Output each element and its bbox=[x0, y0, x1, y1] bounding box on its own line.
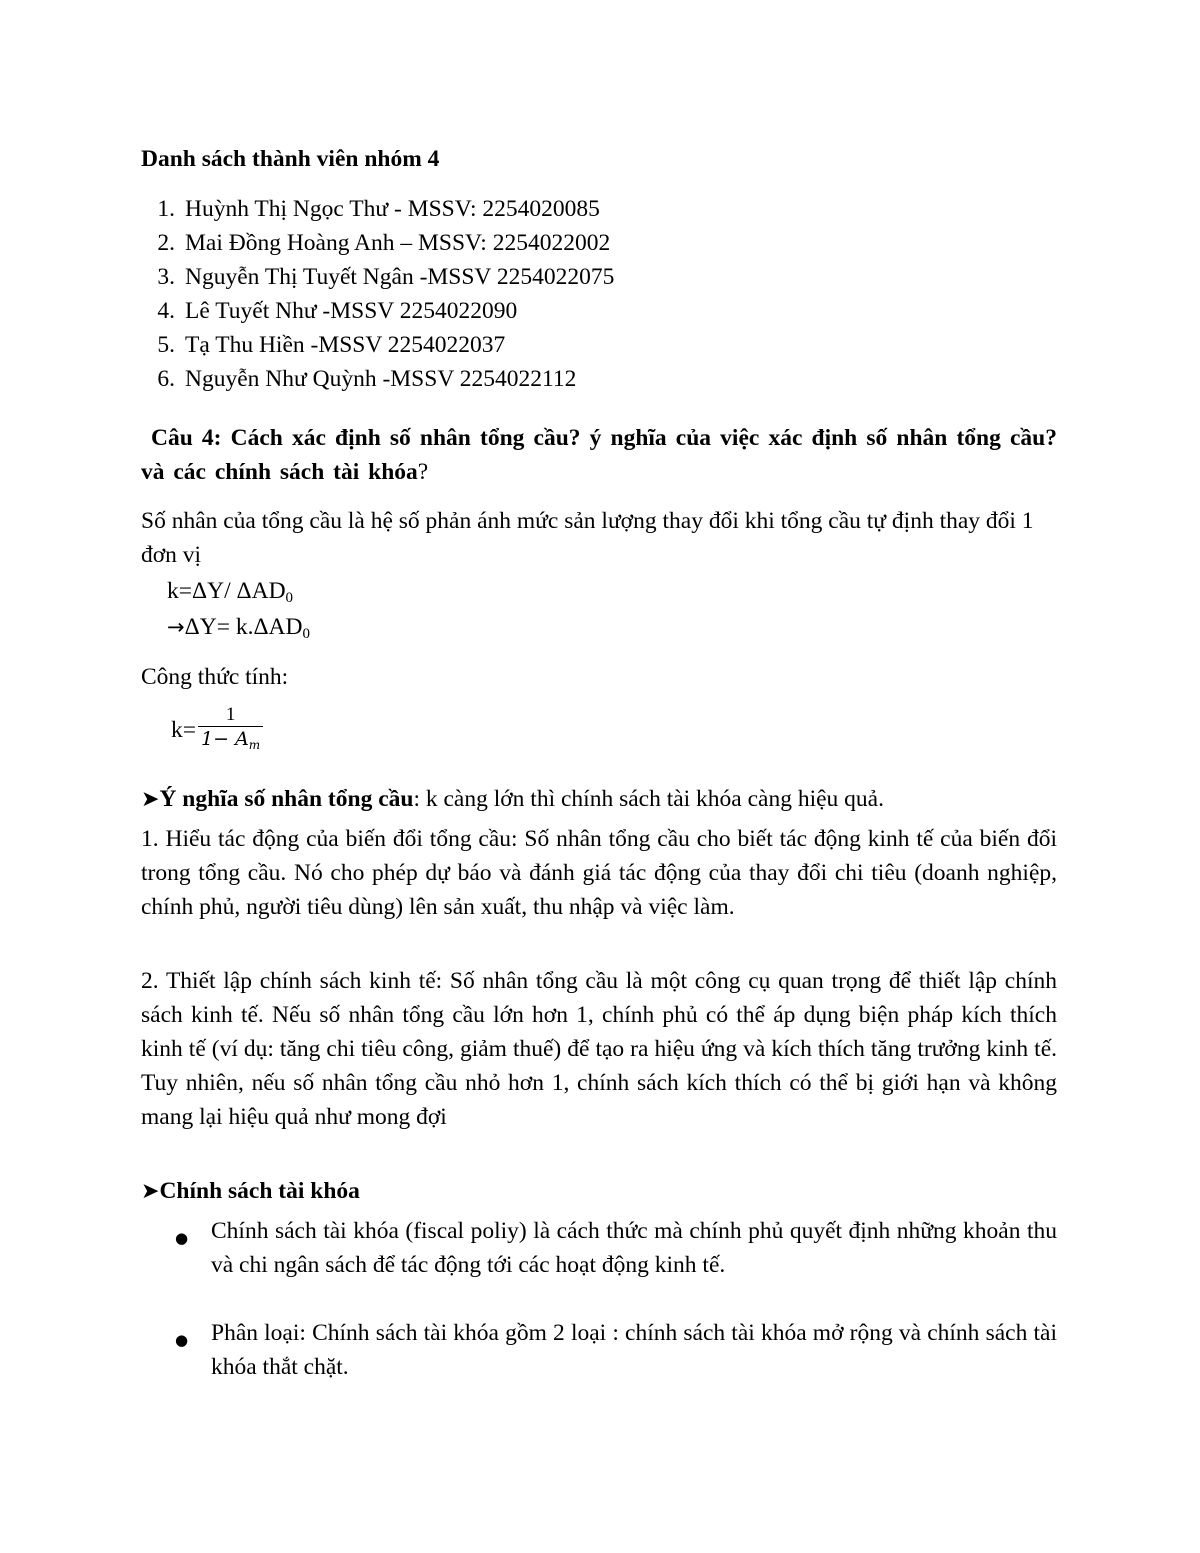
arrowhead-bullet-icon: ➤ bbox=[141, 1179, 160, 1204]
bullet-dot-icon: ● bbox=[175, 1229, 189, 1247]
fraction: $\frac{1}{1- A_m}$ bbox=[198, 704, 263, 757]
meaning-paragraph-1: 1. Hiểu tác động của biến đổi tổng cầu: Số nhân tổng cầu cho biết tác động kinh tế của biến đổi trong tổng cầu. Nó cho phép dự báo và đánh giá tác động của thay đổi chi tiêu (doanh nghiệp, chính phủ, người tiêu dùng) lên sản xuất, thu nhập và việc làm. bbox=[141, 826, 1057, 920]
meaning-paragraph-2: 2. Thiết lập chính sách kinh tế: Số nhân tổng cầu là một công cụ quan trọng để thiết lập chính sách kinh tế. Nếu số nhân tổng cầu lớn hơn 1, chính phủ có thể áp dụng biện pháp kích thích kinh tế (ví dụ: tăng chi tiêu công, giảm thuế) để tạo ra hiệu ứng và kích thích tăng trưởng kinh tế. Tuy nhiên, nếu số nhân tổng cầu nhỏ hơn 1, chính sách kích thích có thể bị giới hạn và không mang lại hiệu quả như mong đợi bbox=[141, 968, 1057, 1130]
arrowhead-bullet-icon: ➤ bbox=[141, 787, 160, 812]
bullet-list-2: ● Phân loại: Chính sách tài khóa gồm 2 loại : chính sách tài khóa mở rộng và chính sách tài khóa thắt chặt. bbox=[175, 1320, 1057, 1380]
list-item: 2. Mai Đồng Hoàng Anh – MSSV: 2254022002 bbox=[157, 230, 611, 256]
member-list bbox=[141, 192, 1057, 402]
document-title: Danh sách thành viên nhóm 4 bbox=[141, 146, 440, 172]
arrow-right-icon: → bbox=[167, 615, 185, 639]
list-item: 6. Nguyễn Như Quỳnh -MSSV 2254022112 bbox=[157, 366, 577, 392]
bullet-dot-icon: ● bbox=[175, 1331, 189, 1349]
formula-output-change: $\to\Delta Y= k.\Delta AD_0$ bbox=[167, 614, 310, 642]
list-item: 3. Nguyễn Thị Tuyết Ngân -MSSV 2254022075 bbox=[157, 264, 615, 290]
bullet-list: ● Chính sách tài khóa (fiscal poliy) là cách thức mà chính phủ quyết định những khoản thu và chi ngân sách để tác động tới các hoạt động kinh tế. bbox=[175, 1218, 1057, 1278]
question-heading: Câu 4: Cách xác định số nhân tổng cầu? ý nghĩa của việc xác định số nhân tổng cầu? và các chính sách tài khóa? bbox=[141, 425, 1057, 485]
definition-paragraph: Số nhân của tổng cầu là hệ số phản ánh mức sản lượng thay đổi khi tổng cầu tự định thay đổi 1 đơn vị bbox=[141, 508, 1034, 568]
fiscal-policy-heading: ➤Chính sách tài khóa bbox=[141, 1178, 360, 1204]
formula-multiplier: k=ΔY/ $\Delta AD_0$ bbox=[167, 578, 294, 606]
meaning-heading: ➤Ý nghĩa số nhân tổng cầu: k càng lớn thì chính sách tài khóa càng hiệu quả. bbox=[141, 786, 884, 812]
list-item: 4. Lê Tuyết Như -MSSV 2254022090 bbox=[157, 298, 518, 324]
list-item: 5. Tạ Thu Hiền -MSSV 2254022037 bbox=[157, 332, 506, 358]
list-item: 1. Huỳnh Thị Ngọc Thư - MSSV: 2254020085 bbox=[157, 196, 600, 222]
formula-fraction: k= $\frac{1}{1- A_m}$ bbox=[171, 704, 263, 757]
formula-label: Công thức tính: bbox=[141, 664, 289, 690]
